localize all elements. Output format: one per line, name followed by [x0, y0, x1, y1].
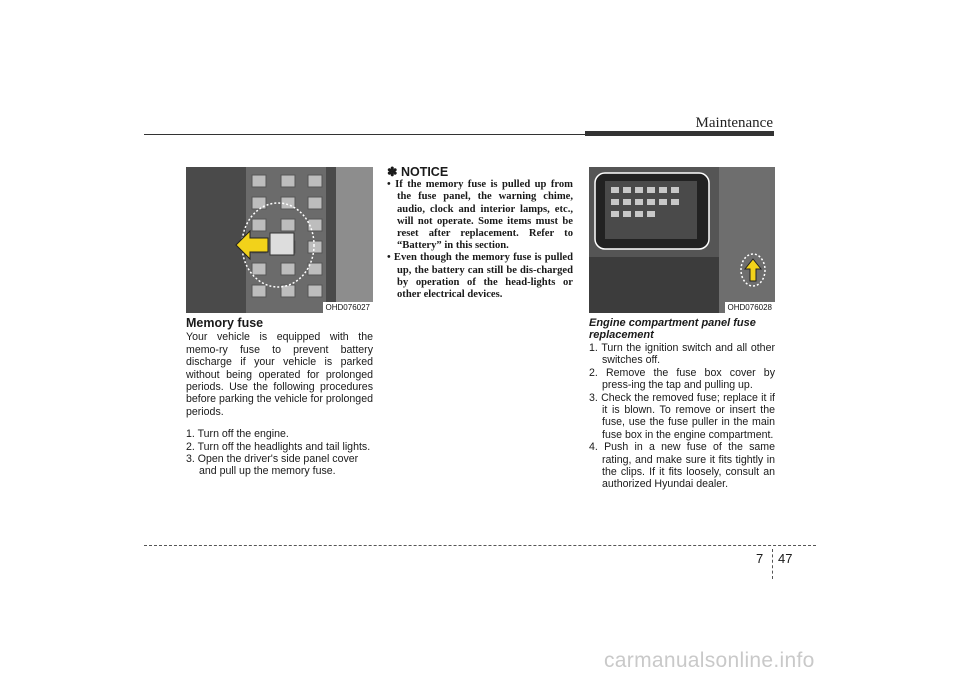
watermark: carmanualsonline.info — [604, 649, 815, 672]
notice-item: • Even though the memory fuse is pulled up, the battery can still be dis-charged by operation of the head-lights or other electrical devices. — [387, 252, 573, 301]
figure-caption: OHD076027 — [323, 302, 373, 313]
footer-rule — [144, 545, 816, 546]
engine-panel-section — [589, 317, 775, 491]
header-bar — [585, 131, 774, 136]
page-separator — [772, 549, 773, 579]
memory-fuse-steps — [186, 428, 373, 478]
section-title: Maintenance — [695, 115, 773, 131]
memory-fuse-section — [186, 317, 373, 478]
step-item: 2. Turn off the headlights and tail lights. — [186, 440, 371, 453]
memory-fuse-intro: Your vehicle is equipped with the memo-ry fuse to prevent battery discharge if your vehicle is parked without being operated for prolonged periods. Use the following procedures before parking the vehicle for prolonged periods. — [186, 331, 373, 418]
step-item: 3. Open the driver's side panel cover and pull up the memory fuse. — [186, 453, 359, 478]
step-item: 4. Push in a new fuse of the same rating, and make sure it fits tightly in the clips. If it fits loosely, consult an authorized Hyundai dealer. — [589, 441, 775, 491]
notice-item: • If the memory fuse is pulled up from the fuse panel, the warning chime, audio, clock and interior lamps, etc., will not operate. Some items must be reset after replacement. Refer to “Battery” in this section. — [387, 179, 573, 252]
memory-fuse-heading: Memory fuse — [186, 316, 264, 330]
step-item: 1. Turn the ignition switch and all other switches off. — [589, 342, 775, 367]
notice-box — [387, 166, 573, 301]
fuse-panel-photo — [186, 167, 373, 313]
notice-list — [387, 179, 573, 301]
step-item: 2. Remove the fuse box cover by press-ing the tap and pulling up. — [589, 366, 775, 392]
page-number: 47 — [778, 551, 793, 566]
step-item: 1. Turn off the engine. — [186, 428, 289, 441]
notice-title: ✽ NOTICE — [387, 165, 449, 179]
engine-fuse-box-photo — [589, 167, 775, 313]
chapter-number: 7 — [756, 551, 764, 566]
engine-panel-heading: Engine compartment panel fuse replacement — [589, 317, 756, 341]
figure-caption: OHD076028 — [725, 302, 775, 313]
engine-panel-steps — [589, 342, 775, 491]
step-item: 3. Check the removed fuse; replace it if it is blown. To remove or insert the fuse, use the fuse puller in the main fuse box in the engine compartment. — [589, 391, 775, 441]
